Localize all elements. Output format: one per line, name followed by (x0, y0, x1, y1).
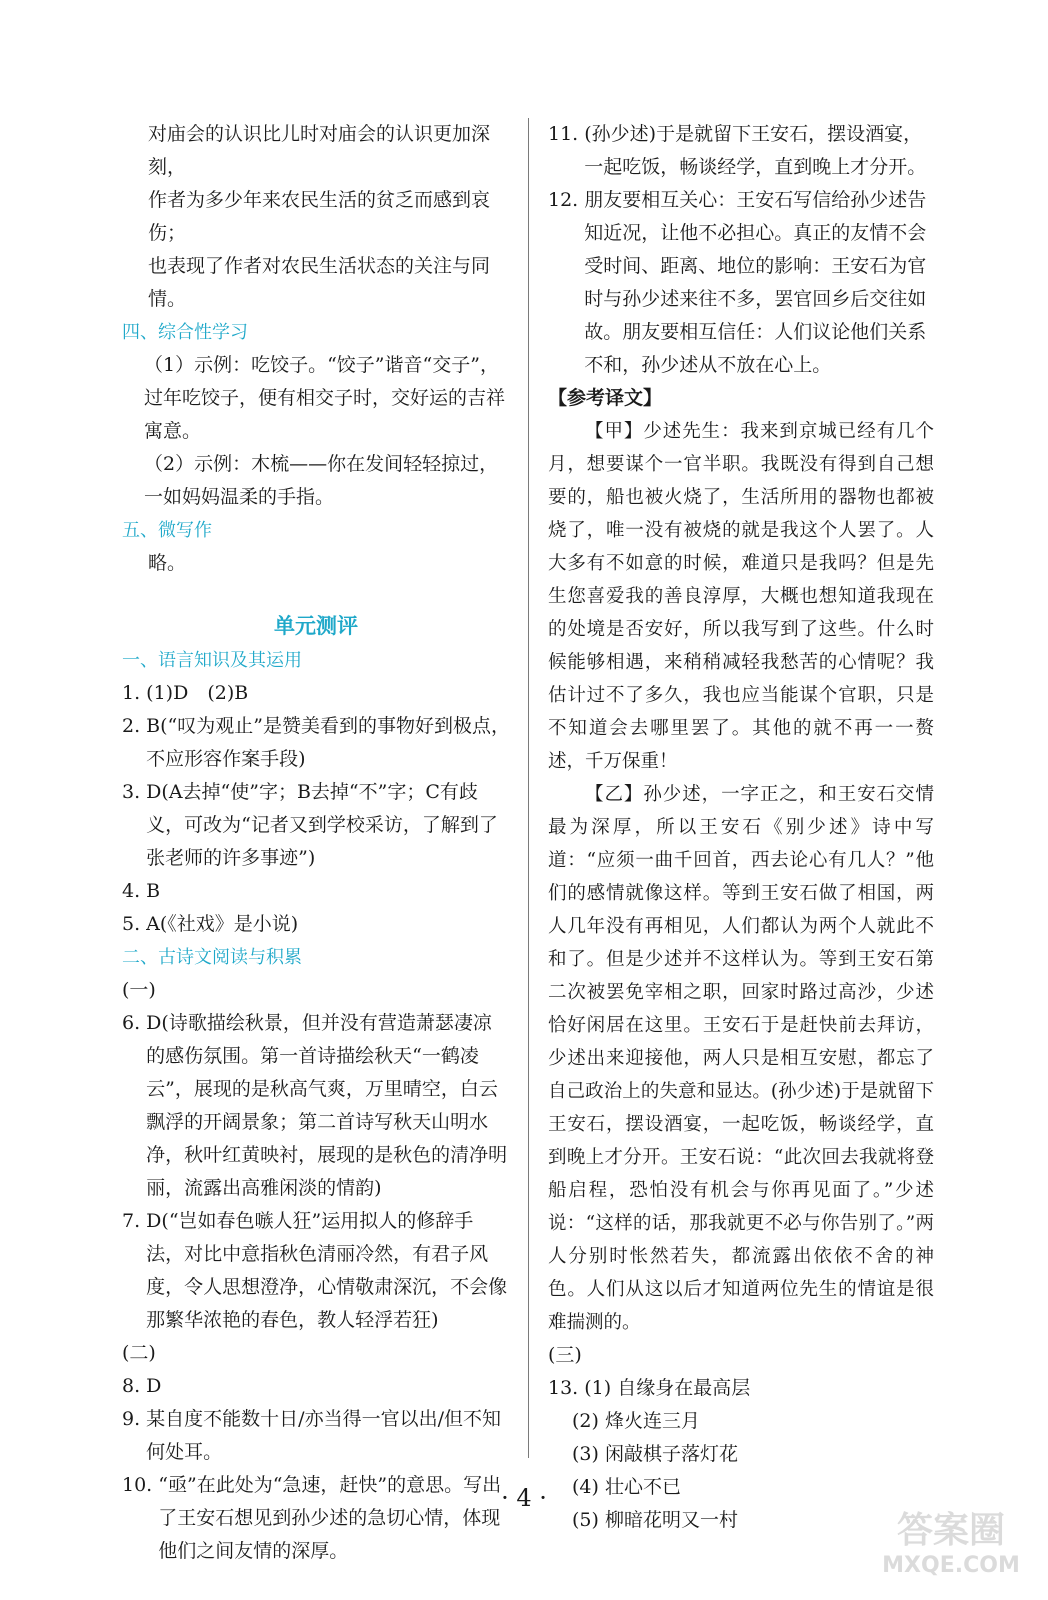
question-13-answer-3: (3) 闲敲棋子落灯花 (572, 1443, 738, 1465)
question-2-number: 2. (122, 715, 147, 737)
question-10-number: 10. (122, 1474, 159, 1496)
question-9 (122, 1403, 510, 1469)
section-4-item-1 (122, 349, 510, 448)
translation-jia: 【甲】少述先生：我来到京城已经有几个月，想要谋个一官半职。我既没有得到自己想要的，船也被火烧了，生活所用的器物也都被烧了，唯一没有被烧的就是我这个人罢了。人大多有不如意的时候，难道只是我吗？但是先生您喜爱我的善良淳厚，大概也想知道我现在的处境是否安好，所以我写到了这些。什么时候能够相遇，来稍稍减轻我愁苦的心情呢？我估计过不了多久，我也应当能谋个官职，只是不知道会去哪里罢了。其他的就不再一一赘述，千万保重！ (548, 421, 934, 772)
section-4-item-2 (122, 448, 510, 514)
question-8-number: 8. (122, 1375, 147, 1397)
question-11-number: 11. (548, 123, 585, 145)
question-3-answer: D(A去掉“使”字；B去掉“不”字；C有歧义，可改为“记者又到学校采访，了解到了张老师的许多事迹”) (146, 781, 498, 869)
intro-line-1: 对庙会的认识比儿时对庙会的认识更加深刻， (148, 123, 491, 178)
question-7-number: 7. (122, 1210, 147, 1232)
right-column (548, 118, 934, 1537)
question-13-answer-2: (2) 烽火连三月 (572, 1410, 700, 1432)
question-8 (122, 1370, 510, 1403)
question-2 (122, 710, 510, 776)
translation-yi: 【乙】孙少述，一字正之，和王安石交情最为深厚，所以王安石《别少述》诗中写道：“应须一曲千回首，西去论心有几人？”他们的感情就像这样。等到王安石做了相国，两人几年没有再相见，人们都认为两个人就此不和了。但是少述并不这样认为。等到王安石第二次被罢免宰相之职，回家时路过高沙，少述恰好闲居在这里。王安石于是赶快前去拜访，少述出来迎接他，两人只是相互安慰，都忘了自己政治上的失意和显达。(孙少述)于是就留下王安石，摆设酒宴，一起吃饭，畅谈经学，直到晚上才分开。王安石说：“此次回去我就将登船启程，恐怕没有机会与你再见面了。”少述说：“这样的话，那我就更不必与你告别了。”两人分别时怅然若失，都流露出依依不舍的神色。人们从这以后才知道两位先生的情谊是很难揣测的。 (548, 784, 934, 1333)
question-4 (122, 875, 510, 908)
reference-translation-title: 【参考译文】 (548, 387, 663, 409)
question-7 (122, 1205, 510, 1337)
question-4-number: 4. (122, 880, 147, 902)
question-6-answer: D(诗歌描绘秋景，但并没有营造萧瑟凄凉的感伤氛围。第一首诗描绘秋天“一鹤凌云”，展现的是秋高气爽，万里晴空，白云飘浮的开阔景象；第二首诗写秋天山明水净，秋叶红黄映衬，展现的是秋色的清净明丽，流露出高雅闲淡的情韵) (146, 1012, 508, 1199)
part-1-title: 一、语言知识及其运用 (122, 650, 302, 671)
question-13-answer-1: (1) 自缘身在最高层 (584, 1377, 751, 1399)
page-number: · 4 · (501, 1484, 547, 1512)
question-5 (122, 908, 510, 941)
section-4-item-2-text: （2）示例：木梳——你在发间轻轻掠过，一如妈妈温柔的手指。 (144, 453, 499, 508)
section-4-item-1-text: （1）示例：吃饺子。“饺子”谐音“交子”，过年吃饺子，便有相交子时，交好运的吉祥寓意。 (144, 354, 506, 442)
watermark-text: 答案圈 (896, 1510, 1006, 1551)
question-11-answer: (孙少述)于是就留下王安石，摆设酒宴，一起吃饭，畅谈经学，直到晚上才分开。 (584, 123, 927, 178)
question-5-answer: A(《社戏》是小说) (146, 913, 299, 935)
section-5-title: 五、微写作 (122, 520, 212, 541)
question-3 (122, 776, 510, 875)
column-divider (528, 118, 529, 1458)
question-11 (548, 118, 934, 184)
left-column (122, 118, 510, 1568)
question-12 (548, 184, 934, 382)
question-5-number: 5. (122, 913, 147, 935)
question-9-answer: 某自度不能数十日/亦当得一官以出/但不知何处耳。 (146, 1408, 501, 1463)
subsection-2-label: (二) (122, 1342, 156, 1364)
question-10-answer: “亟”在此处为“急速，赶快”的意思。写出了王安石想见到孙少述的急切心情，体现他们之间友情的深厚。 (158, 1474, 502, 1562)
question-13-answer-4: (4) 壮心不已 (572, 1476, 681, 1498)
section-4-title: 四、综合性学习 (122, 322, 248, 343)
question-6-number: 6. (122, 1012, 147, 1034)
question-3-number: 3. (122, 781, 147, 803)
question-8-answer: D (146, 1375, 162, 1397)
intro-line-3: 也表现了作者对农民生活状态的关注与同情。 (148, 255, 491, 310)
question-1-number: 1. (122, 682, 147, 704)
watermark-url: MXQE.COM (882, 1553, 1020, 1578)
question-2-answer: B(“叹为观止”是赞美看到的事物好到极点，不应形容作案手段) (146, 715, 510, 770)
question-4-answer: B (146, 880, 161, 902)
question-12-answer: 朋友要相互关心：王安石写信给孙少述告知近况，让他不必担心。真正的友情不会受时间、距离、地位的影响：王安石为官时与孙少述来往不多，罢官回乡后交往如故。朋友要相互信任：人们议论他们关系不和，孙少述从不放在心上。 (584, 189, 927, 376)
question-13-number: 13. (548, 1377, 585, 1399)
question-1 (122, 677, 510, 710)
section-5-text: 略。 (148, 552, 187, 574)
question-13 (548, 1372, 934, 1405)
part-2-title: 二、古诗文阅读与积累 (122, 947, 302, 968)
question-9-number: 9. (122, 1408, 147, 1430)
unit-test-title: 单元测评 (274, 614, 358, 638)
question-6 (122, 1007, 510, 1205)
intro-text (122, 118, 510, 316)
subsection-1-label: (一) (122, 979, 156, 1001)
question-7-answer: D(“岂如春色嗾人狂”运用拟人的修辞手法，对比中意指秋色清丽冷然，有君子风度，令人思想澄净，心情敬肃深沉，不会像那繁华浓艳的春色，教人轻浮若狂) (146, 1210, 508, 1331)
question-13-answer-5: (5) 柳暗花明又一村 (572, 1509, 738, 1531)
watermark-logo (876, 1502, 1026, 1578)
intro-line-2: 作者为多少年来农民生活的贫乏而感到哀伤； (148, 189, 491, 244)
question-12-number: 12. (548, 189, 585, 211)
question-1-answer: (1)D (2)B (146, 682, 249, 704)
subsection-3-label: (三) (548, 1344, 582, 1366)
